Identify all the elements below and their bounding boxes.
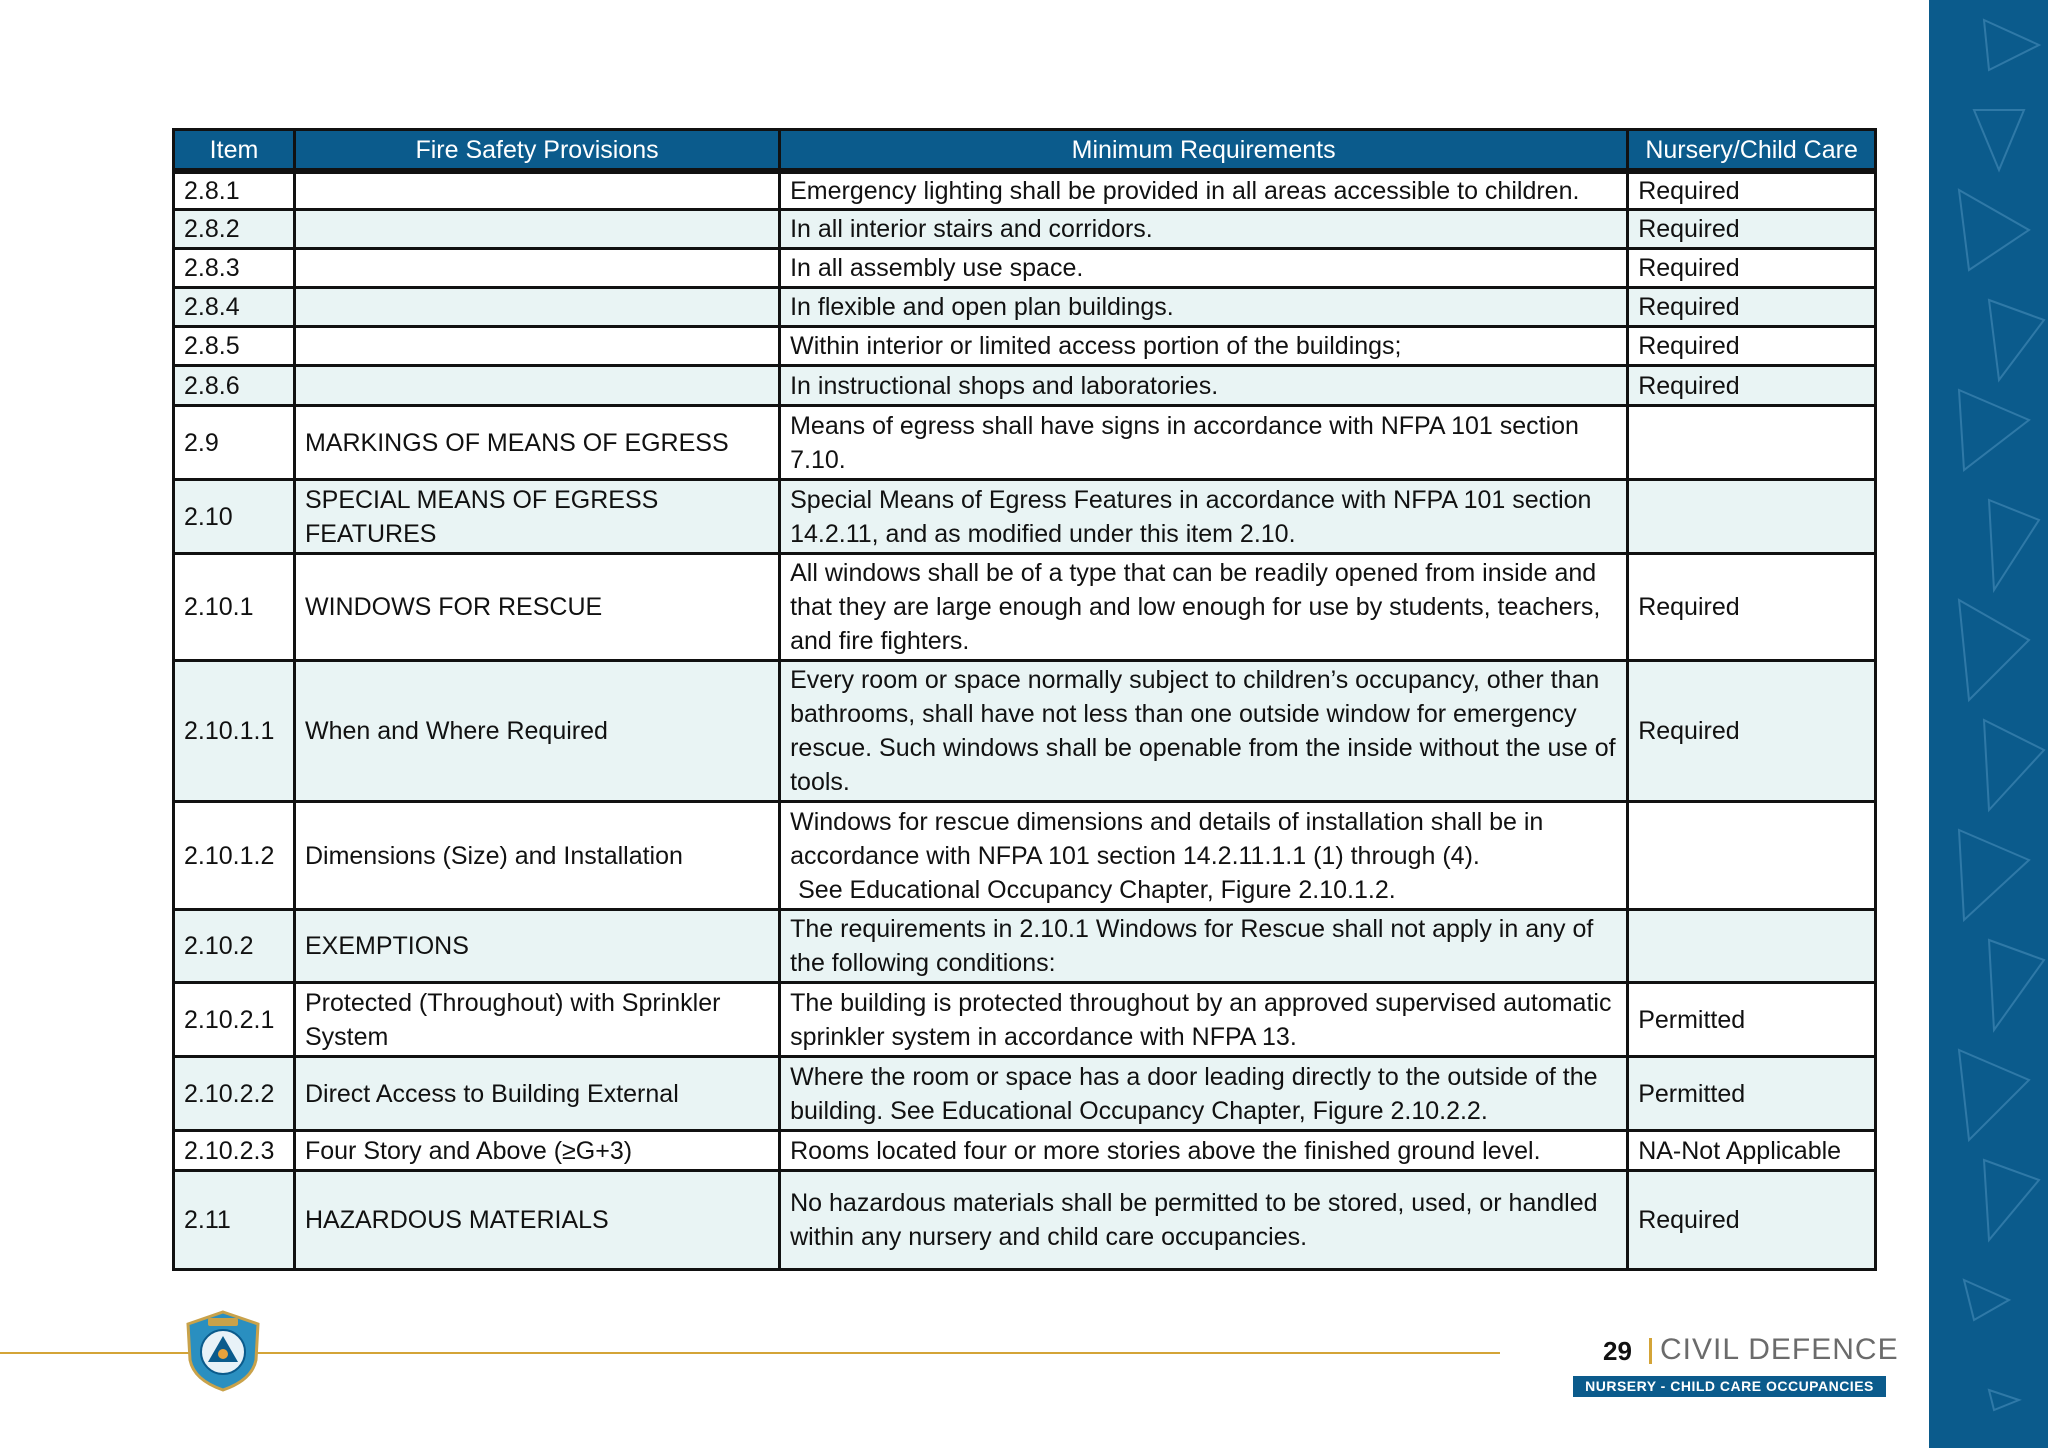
- cell-provision: WINDOWS FOR RESCUE: [296, 555, 781, 662]
- cell-requirement: No hazardous materials shall be permitted to be stored, used, or handled within any nursery and child care occupancies.: [781, 1172, 1629, 1271]
- cell-requirement: Special Means of Egress Features in accordance with NFPA 101 section 14.2.11, and as modified under this item 2.10.: [781, 481, 1629, 555]
- table-row: [175, 289, 1877, 328]
- table-header-row: [175, 131, 1877, 171]
- cell-item: 2.8.3: [175, 250, 296, 289]
- table-row: [175, 367, 1877, 407]
- cell-provision: HAZARDOUS MATERIALS: [296, 1172, 781, 1271]
- cell-requirement: Within interior or limited access portion of the buildings;: [781, 328, 1629, 367]
- cell-requirement: Emergency lighting shall be provided in all areas accessible to children.: [781, 171, 1629, 211]
- header-minimum-requirements: Minimum Requirements: [781, 131, 1629, 171]
- cell-nursery: Permitted: [1629, 984, 1877, 1058]
- cell-requirement: Every room or space normally subject to children’s occupancy, other than bathrooms, shall have not less than one outside window for emergency rescue. Such windows shall be openable from the inside without the use of tools.: [781, 662, 1629, 803]
- table-row: [175, 1172, 1877, 1271]
- cell-item: 2.10.1: [175, 555, 296, 662]
- chapter-label: NURSERY - CHILD CARE OCCUPANCIES: [1573, 1376, 1886, 1397]
- table-row: [175, 803, 1877, 911]
- cell-requirement: In flexible and open plan buildings.: [781, 289, 1629, 328]
- cell-requirement: All windows shall be of a type that can be readily opened from inside and that they are large enough and low enough for use by students, teachers, and fire fighters.: [781, 555, 1629, 662]
- cell-nursery: NA-Not Applicable: [1629, 1132, 1877, 1172]
- cell-requirement: Rooms located four or more stories above the finished ground level.: [781, 1132, 1629, 1172]
- cell-nursery: Required: [1629, 555, 1877, 662]
- cell-item: 2.9: [175, 407, 296, 481]
- side-decorative-band: [1929, 0, 2048, 1448]
- triangle-pattern-graphic: [1929, 0, 2048, 1448]
- header-item: Item: [175, 131, 296, 171]
- cell-provision: [296, 250, 781, 289]
- fire-safety-table: [172, 128, 1877, 1271]
- cell-item: 2.8.1: [175, 171, 296, 211]
- cell-provision: Four Story and Above (≥G+3): [296, 1132, 781, 1172]
- cell-nursery: [1629, 911, 1877, 984]
- cell-item: 2.10.2.2: [175, 1058, 296, 1132]
- cell-provision: When and Where Required: [296, 662, 781, 803]
- cell-provision: [296, 367, 781, 407]
- table-row: [175, 481, 1877, 555]
- cell-item: 2.10.2.1: [175, 984, 296, 1058]
- cell-item: 2.8.6: [175, 367, 296, 407]
- cell-requirement: [781, 803, 1629, 911]
- cell-nursery: Required: [1629, 171, 1877, 211]
- cell-nursery: Required: [1629, 662, 1877, 803]
- cell-provision: [296, 211, 781, 250]
- cell-requirement: The requirements in 2.10.1 Windows for Rescue shall not apply in any of the following conditions:: [781, 911, 1629, 984]
- table-row: [175, 211, 1877, 250]
- cell-item: 2.11: [175, 1172, 296, 1271]
- cell-nursery: Required: [1629, 1172, 1877, 1271]
- cell-requirement: Means of egress shall have signs in accordance with NFPA 101 section 7.10.: [781, 407, 1629, 481]
- table-row: [175, 171, 1877, 211]
- page-number: 29: [1603, 1336, 1632, 1366]
- table-row: [175, 911, 1877, 984]
- cell-nursery: [1629, 407, 1877, 481]
- cell-nursery: Permitted: [1629, 1058, 1877, 1132]
- cell-item: 2.8.2: [175, 211, 296, 250]
- table-row: [175, 1058, 1877, 1132]
- cell-provision: Protected (Throughout) with Sprinkler System: [296, 984, 781, 1058]
- table-row: [175, 250, 1877, 289]
- cell-requirement: Where the room or space has a door leading directly to the outside of the building. See Educational Occupancy Chapter, Figure 2.10.2.2.: [781, 1058, 1629, 1132]
- requirement-note: See Educational Occupancy Chapter, Figure 2.10.1.2.: [798, 875, 1396, 904]
- cell-provision: [296, 171, 781, 211]
- cell-requirement: In instructional shops and laboratories.: [781, 367, 1629, 407]
- cell-nursery: Required: [1629, 211, 1877, 250]
- civil-defence-emblem-icon: [180, 1308, 266, 1394]
- cell-nursery: Required: [1629, 289, 1877, 328]
- cell-provision: [296, 289, 781, 328]
- cell-item: 2.10.2.3: [175, 1132, 296, 1172]
- cell-requirement: The building is protected throughout by an approved supervised automatic sprinkler system in accordance with NFPA 13.: [781, 984, 1629, 1058]
- cell-provision: [296, 328, 781, 367]
- header-nursery-child-care: Nursery/Child Care: [1629, 131, 1877, 171]
- cell-nursery: [1629, 481, 1877, 555]
- cell-nursery: Required: [1629, 367, 1877, 407]
- cell-requirement: In all assembly use space.: [781, 250, 1629, 289]
- cell-item: 2.8.4: [175, 289, 296, 328]
- cell-provision: MARKINGS OF MEANS OF EGRESS: [296, 407, 781, 481]
- organization-name: CIVIL DEFENCE: [1660, 1333, 1899, 1366]
- table-row: [175, 407, 1877, 481]
- table-row: [175, 662, 1877, 803]
- cell-nursery: Required: [1629, 250, 1877, 289]
- footer-separator: [1649, 1338, 1652, 1364]
- table-row: [175, 555, 1877, 662]
- cell-provision: Dimensions (Size) and Installation: [296, 803, 781, 911]
- table-row: [175, 984, 1877, 1058]
- cell-item: 2.10: [175, 481, 296, 555]
- cell-item: 2.8.5: [175, 328, 296, 367]
- cell-item: 2.10.1.2: [175, 803, 296, 911]
- table-row: [175, 328, 1877, 367]
- cell-nursery: [1629, 803, 1877, 911]
- cell-nursery: Required: [1629, 328, 1877, 367]
- cell-item: 2.10.1.1: [175, 662, 296, 803]
- cell-item: 2.10.2: [175, 911, 296, 984]
- requirement-text: Windows for rescue dimensions and details of installation shall be in accordance with NFPA 101 section 14.2.11.1.1 (1) through (4).: [790, 807, 1544, 870]
- cell-provision: EXEMPTIONS: [296, 911, 781, 984]
- cell-provision: Direct Access to Building External: [296, 1058, 781, 1132]
- header-fire-safety-provisions: Fire Safety Provisions: [296, 131, 781, 171]
- cell-requirement: In all interior stairs and corridors.: [781, 211, 1629, 250]
- cell-provision: SPECIAL MEANS OF EGRESS FEATURES: [296, 481, 781, 555]
- table-row: [175, 1132, 1877, 1172]
